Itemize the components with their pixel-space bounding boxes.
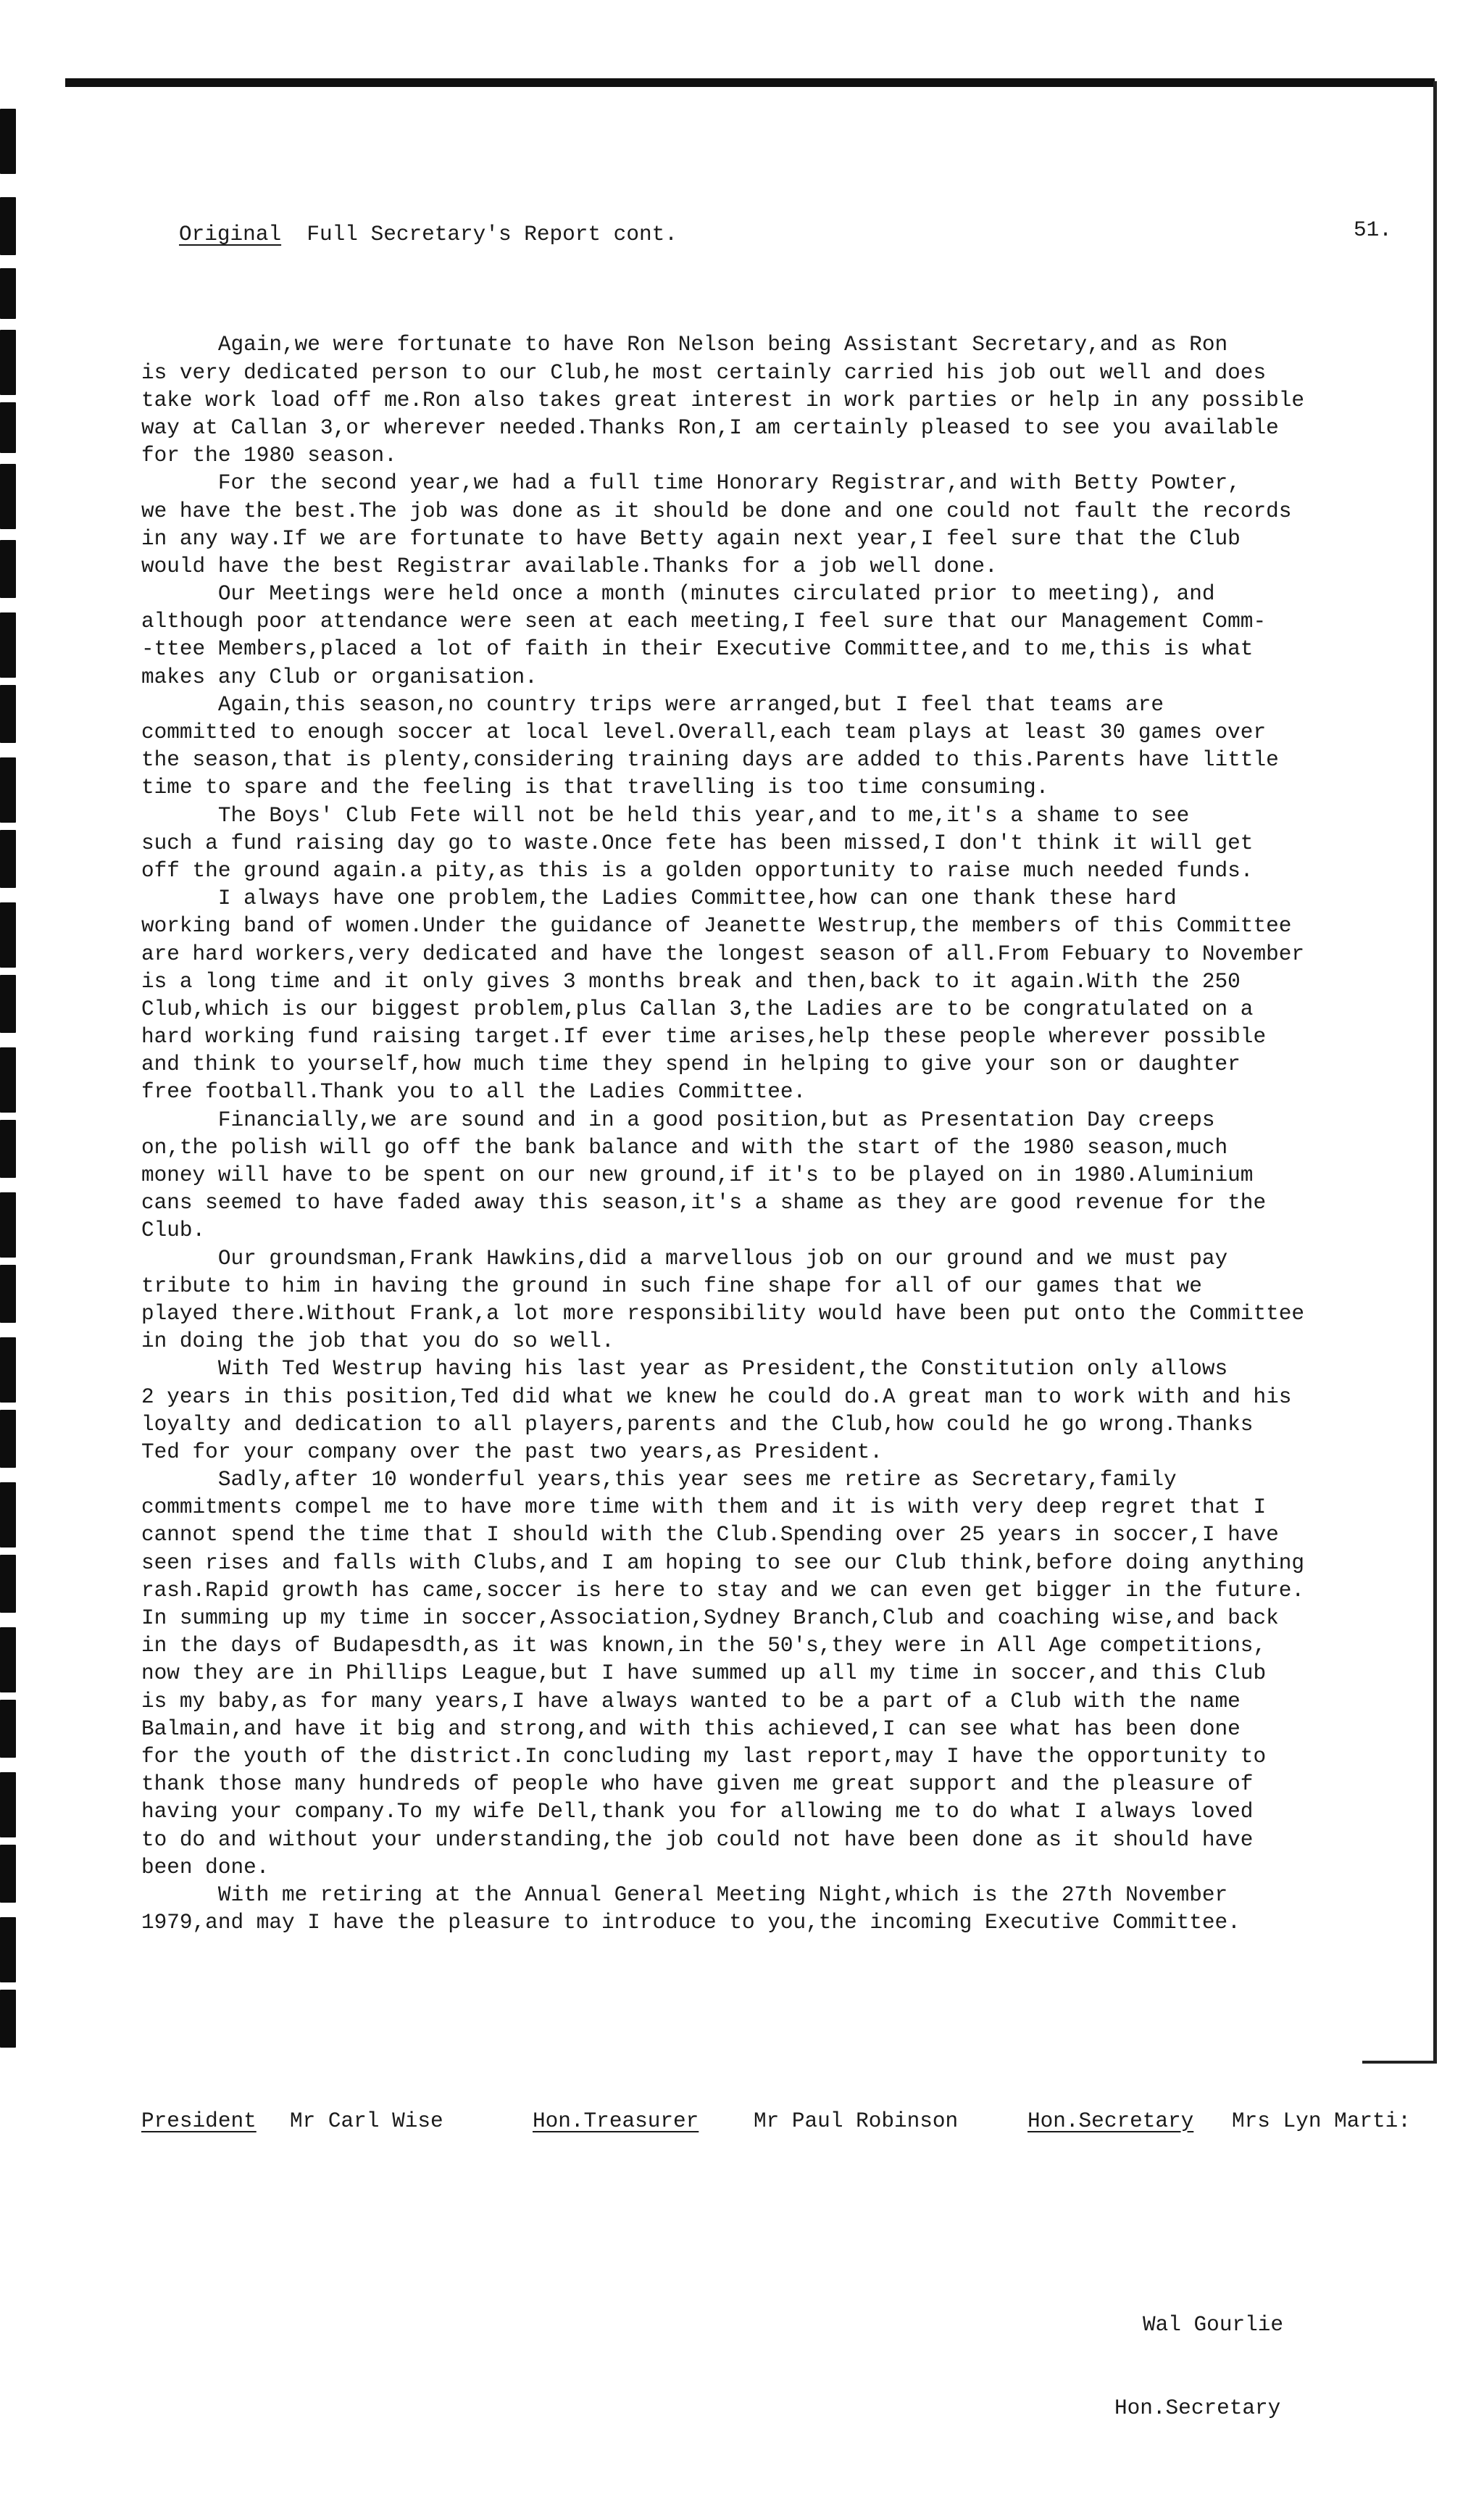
report-line: 1979,and may I have the pleasure to introduce to you,the incoming Executive Committee. bbox=[141, 1911, 1241, 1935]
binder-hole-mark bbox=[0, 1555, 16, 1613]
report-line: played there.Without Frank,a lot more responsibility would have been put onto the Committee bbox=[141, 1301, 1304, 1326]
president-name: Mr Carl Wise bbox=[290, 2109, 443, 2133]
report-line: With Ted Westrup having his last year as President,the Constitution only allows bbox=[141, 1357, 1228, 1382]
binder-hole-mark bbox=[0, 1845, 16, 1903]
secretary-name: Mrs Lyn Marti: bbox=[1232, 2109, 1411, 2133]
report-line: for the 1980 season. bbox=[141, 444, 397, 468]
report-line: free football.Thank you to all the Ladies Committee. bbox=[141, 1080, 806, 1105]
report-line: 2 years in this position,Ted did what we knew he could do.A great man to work with and his bbox=[141, 1384, 1292, 1409]
report-line: in doing the job that you do so well. bbox=[141, 1329, 614, 1354]
binder-holes-strip bbox=[0, 0, 29, 2087]
report-line: we have the best.The job was done as it should be done and one could not fault the records bbox=[141, 499, 1292, 523]
binder-hole-mark bbox=[0, 1337, 16, 1403]
binder-hole-mark bbox=[0, 830, 16, 888]
binder-hole-mark bbox=[0, 1917, 16, 1982]
incoming-committee bbox=[141, 2108, 1431, 2135]
binder-hole-mark bbox=[0, 464, 16, 529]
report-line: would have the best Registrar available.Thanks for a job well done. bbox=[141, 554, 998, 578]
binder-hole-mark bbox=[0, 685, 16, 743]
report-line: is my baby,as for many years,I have always wanted to be a part of a Club with the name bbox=[141, 1689, 1241, 1713]
report-line: Balmain,and have it big and strong,and with this achieved,I can see what has been done bbox=[141, 1716, 1241, 1741]
report-line: loyalty and dedication to all players,parents and the Club,how could he go wrong.Thanks bbox=[141, 1412, 1254, 1437]
page-number: 51. bbox=[1354, 217, 1392, 242]
report-line: commitments compel me to have more time with them and it is with very deep regret that I bbox=[141, 1495, 1267, 1520]
report-line: for the youth of the district.In concluding my last report,may I have the opportunity to bbox=[141, 1744, 1267, 1769]
binder-hole-mark bbox=[0, 757, 16, 823]
binder-hole-mark bbox=[0, 109, 16, 174]
report-line: Club,which is our biggest problem,plus Callan 3,the Ladies are to be congratulated on a bbox=[141, 997, 1254, 1021]
report-line: cannot spend the time that I should with the Club.Spending over 25 years in soccer,I have bbox=[141, 1523, 1279, 1548]
report-line: makes any Club or organisation. bbox=[141, 665, 538, 689]
report-line: money will have to be spent on our new ground,if it's to be played on in 1980.Aluminium bbox=[141, 1163, 1254, 1188]
signature-title: Hon.Secretary bbox=[1114, 2396, 1281, 2420]
report-line: is very dedicated person to our Club,he most certainly carried his job out well and does bbox=[141, 360, 1267, 385]
report-line: Our groundsman,Frank Hawkins,did a marvellous job on our ground and we must pay bbox=[141, 1246, 1228, 1271]
report-line: seen rises and falls with Clubs,and I am hoping to see our Club think,before doing anything bbox=[141, 1550, 1304, 1575]
binder-hole-mark bbox=[0, 1700, 16, 1758]
secretary-title: Hon.Secretary bbox=[1027, 2109, 1194, 2133]
report-line: and think to yourself,how much time they spend in helping to give your son or daughter bbox=[141, 1052, 1241, 1077]
report-line: on,the polish will go off the bank balance and with the start of the 1980 season,much bbox=[141, 1135, 1228, 1160]
report-line: -ttee Members,placed a lot of faith in their Executive Committee,and to me,this is what bbox=[141, 637, 1254, 662]
report-line: I always have one problem,the Ladies Committee,how can one thank these hard bbox=[141, 886, 1177, 911]
header-left bbox=[179, 221, 678, 249]
report-line: having your company.To my wife Dell,thank you for allowing me to do what I always loved bbox=[141, 1800, 1254, 1824]
right-border-rule bbox=[1433, 81, 1437, 2064]
binder-hole-mark bbox=[0, 402, 16, 453]
binder-hole-mark bbox=[0, 1990, 16, 2048]
binder-hole-mark bbox=[0, 1627, 16, 1692]
report-line: Again,we were fortunate to have Ron Nelson being Assistant Secretary,and as Ron bbox=[141, 333, 1228, 357]
report-line: tribute to him in having the ground in such fine shape for all of our games that we bbox=[141, 1274, 1202, 1298]
binder-hole-mark bbox=[0, 330, 16, 395]
report-line: cans seemed to have faded away this season,it's a shame as they are good revenue for the bbox=[141, 1191, 1267, 1216]
binder-hole-mark bbox=[0, 268, 16, 319]
report-line: way at Callan 3,or wherever needed.Thanks Ron,I am certainly pleased to see you available bbox=[141, 415, 1279, 440]
report-line: time to spare and the feeling is that travelling is too time consuming. bbox=[141, 776, 1049, 800]
report-line: to do and without your understanding,the job could not have been done as it should have bbox=[141, 1827, 1254, 1852]
binder-hole-mark bbox=[0, 975, 16, 1033]
report-line: For the second year,we had a full time Honorary Registrar,and with Betty Powter, bbox=[141, 471, 1241, 496]
binder-hole-mark bbox=[0, 612, 16, 678]
report-line: off the ground again.a pity,as this is a golden opportunity to raise much needed funds. bbox=[141, 858, 1254, 883]
report-line: been done. bbox=[141, 1855, 270, 1879]
report-line: such a fund raising day go to waste.Once fete has been missed,I don't think it will get bbox=[141, 831, 1254, 855]
report-line: although poor attendance were seen at each meeting,I feel sure that our Management Comm- bbox=[141, 610, 1267, 634]
report-line: the season,that is plenty,considering training days are added to this.Parents have little bbox=[141, 748, 1279, 773]
treasurer-name: Mr Paul Robinson bbox=[754, 2109, 959, 2133]
binder-hole-mark bbox=[0, 1410, 16, 1468]
signature-name-line bbox=[141, 2311, 1431, 2339]
signature-name: Wal Gourlie bbox=[1143, 2312, 1284, 2337]
report-header bbox=[141, 217, 1431, 249]
binder-hole-mark bbox=[0, 902, 16, 968]
report-line: committed to enough soccer at local level.Overall,each team plays at least 30 games over bbox=[141, 720, 1267, 745]
report-line: in the days of Budapesdth,as it was known,in the 50's,they were in All Age competitions, bbox=[141, 1634, 1267, 1658]
binder-hole-mark bbox=[0, 540, 16, 598]
report-line: In summing up my time in soccer,Association,Sydney Branch,Club and coaching wise,and back bbox=[141, 1606, 1279, 1631]
top-border-rule bbox=[65, 78, 1435, 87]
report-line: take work load off me.Ron also takes great interest in work parties or help in any possible bbox=[141, 388, 1304, 412]
treasurer-title: Hon.Treasurer bbox=[533, 2109, 699, 2133]
report-line: Again,this season,no country trips were arranged,but I feel that teams are bbox=[141, 692, 1164, 717]
report-line: thank those many hundreds of people who have given me great support and the pleasure of bbox=[141, 1772, 1254, 1797]
report-line: is a long time and it only gives 3 months break and then,back to it again.With the 250 bbox=[141, 969, 1241, 994]
report-line: in any way.If we are fortunate to have Betty again next year,I feel sure that the Club bbox=[141, 526, 1241, 551]
president-title: President bbox=[141, 2109, 257, 2133]
binder-hole-mark bbox=[0, 197, 16, 255]
binder-hole-mark bbox=[0, 1265, 16, 1323]
original-label: Original bbox=[179, 222, 282, 246]
report-line: hard working fund raising target.If ever time arises,help these people wherever possible bbox=[141, 1025, 1267, 1050]
binder-hole-mark bbox=[0, 1772, 16, 1837]
binder-hole-mark bbox=[0, 1482, 16, 1548]
binder-hole-mark bbox=[0, 1192, 16, 1258]
report-line: The Boys' Club Fete will not be held this year,and to me,it's a shame to see bbox=[141, 803, 1190, 828]
binder-hole-mark bbox=[0, 1047, 16, 1113]
report-line: are hard workers,very dedicated and have the longest season of all.From Febuary to November bbox=[141, 942, 1304, 966]
report-line: Ted for your company over the past two years,as President. bbox=[141, 1440, 883, 1464]
report-body bbox=[141, 331, 1431, 1937]
report-line: With me retiring at the Annual General Meeting Night,which is the 27th November bbox=[141, 1882, 1228, 1907]
report-line: now they are in Phillips League,but I have summed up all my time in soccer,and this Club bbox=[141, 1661, 1267, 1686]
report-line: working band of women.Under the guidance of Jeanette Westrup,the members of this Committee bbox=[141, 914, 1292, 939]
report-document bbox=[141, 138, 1431, 2505]
report-line: Our Meetings were held once a month (minutes circulated prior to meeting), and bbox=[141, 582, 1215, 607]
report-title: Full Secretary's Report cont. bbox=[307, 222, 678, 246]
binder-hole-mark bbox=[0, 1120, 16, 1178]
report-line: Club. bbox=[141, 1218, 206, 1243]
report-line: Sadly,after 10 wonderful years,this year sees me retire as Secretary,family bbox=[141, 1468, 1177, 1492]
report-line: rash.Rapid growth has came,soccer is here to stay and we can even get bigger in the future. bbox=[141, 1578, 1304, 1603]
report-line: Financially,we are sound and in a good position,but as Presentation Day creeps bbox=[141, 1108, 1215, 1132]
signature-title-line bbox=[141, 2395, 1431, 2422]
